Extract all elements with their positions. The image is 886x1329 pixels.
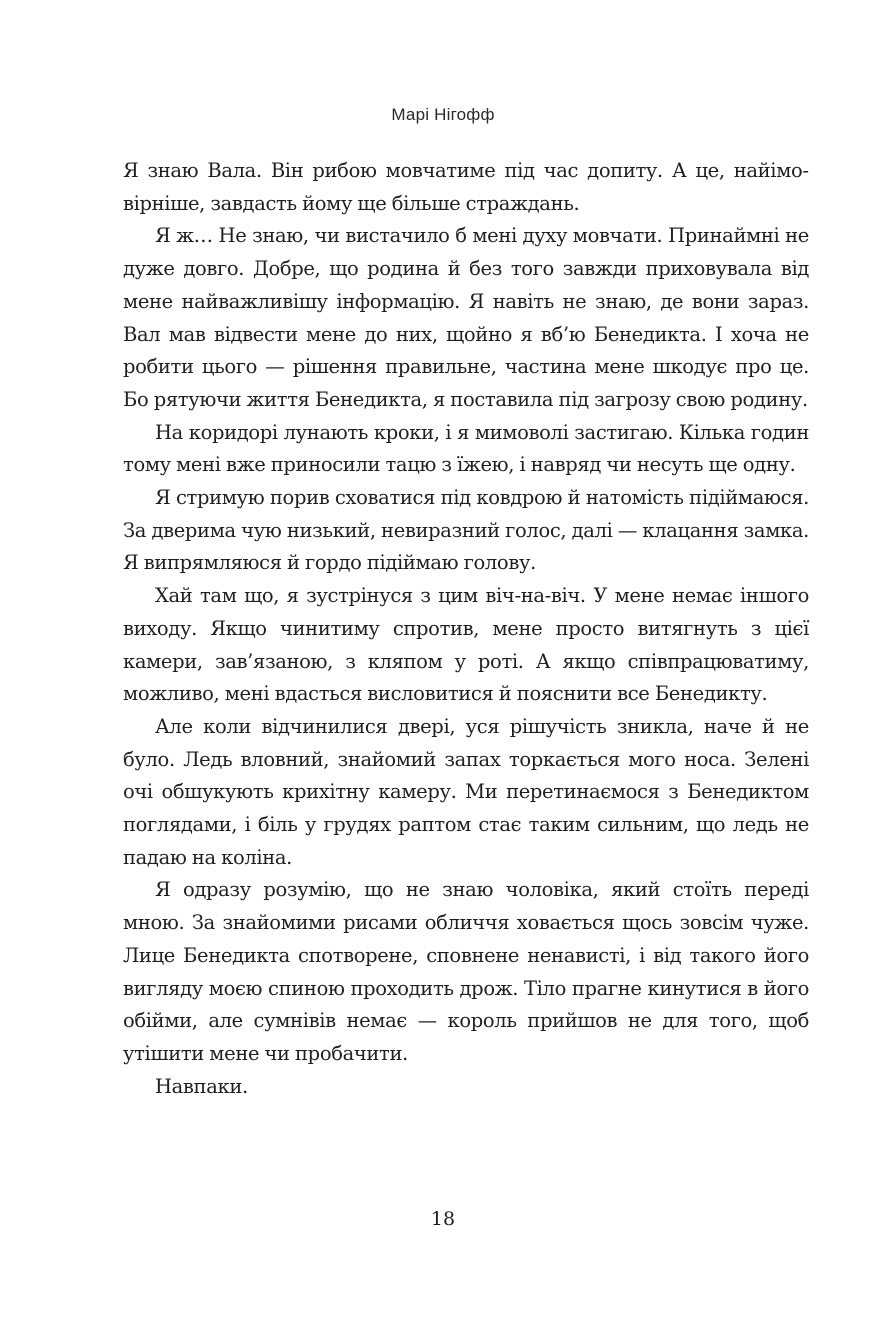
paragraph-5: Хай там що, я зустрінуся з цим віч-на-віч. У мене немає іншого виходу. Якщо чинитиму спротив, мене просто витягнуть з цієї камери, зав’язаною, з кляпом у роті. А якщо співпрацюватиму, можливо, мені вдасться висловитися й пояснити все Бенедикту. [123, 584, 809, 706]
paragraph-6: Але коли відчинилися двері, уся рішучість зникла, наче й не було. Ледь вловний, знайомий запах торкається мого носа. Зелені очі обшукують крихітну камеру. Ми перетинаємося з Бенедиктом поглядами, і біль у грудях раптом стає таким сильним, що ледь не падаю на коліна. [123, 714, 809, 869]
paragraph-8: Навпаки. [155, 1074, 248, 1098]
paragraph-1: Я знаю Вала. Він рибою мовчатиме під час допиту. А це, найімовірніше, завдасть йому ще більше страждань. [123, 159, 809, 215]
paragraph-2: Я ж… Не знаю, чи вистачило б мені духу мовчати. Принаймні не дуже довго. Добре, що родина й без того завжди приховувала від мене найважливішу інформацію. Я навіть не знаю, де вони зараз. Вал мав відвести мене до них, щойно я вб’ю Бенедикта. І хоча не робити цього — рішення правильне, частина мене шкодує про це. Бо рятуючи життя Бенедикта, я поставила під загрозу свою родину. [123, 224, 809, 411]
paragraph-4: Я стримую порив сховатися під ковдрою й натомість підіймаюся. За дверима чую низький, невиразний голос, далі — клацання замка. Я випрямляюся й гордо підіймаю голову. [123, 486, 809, 575]
running-head-author: Марі Нігофф [391, 105, 495, 124]
paragraph-3: На коридорі лунають кроки, і я мимоволі застигаю. Кілька годин тому мені вже приносили тацю з їжею, і навряд чи несуть ще одну. [123, 420, 809, 477]
paragraph-7: Я одразу розумію, що не знаю чоловіка, який стоїть переді мною. За знайомими рисами обличчя ховається щось зовсім чуже. Лице Бенедикта спотворене, сповнене ненависті, і від такого його вигляду моєю спиною проходить дрож. Тіло прагне кинутися в його обійми, але сумнівів немає — король прийшов не для того, щоб утішити мене чи пробачити. [123, 878, 809, 1065]
page-number: 18 [430, 1208, 456, 1230]
body-text [123, 155, 809, 1103]
